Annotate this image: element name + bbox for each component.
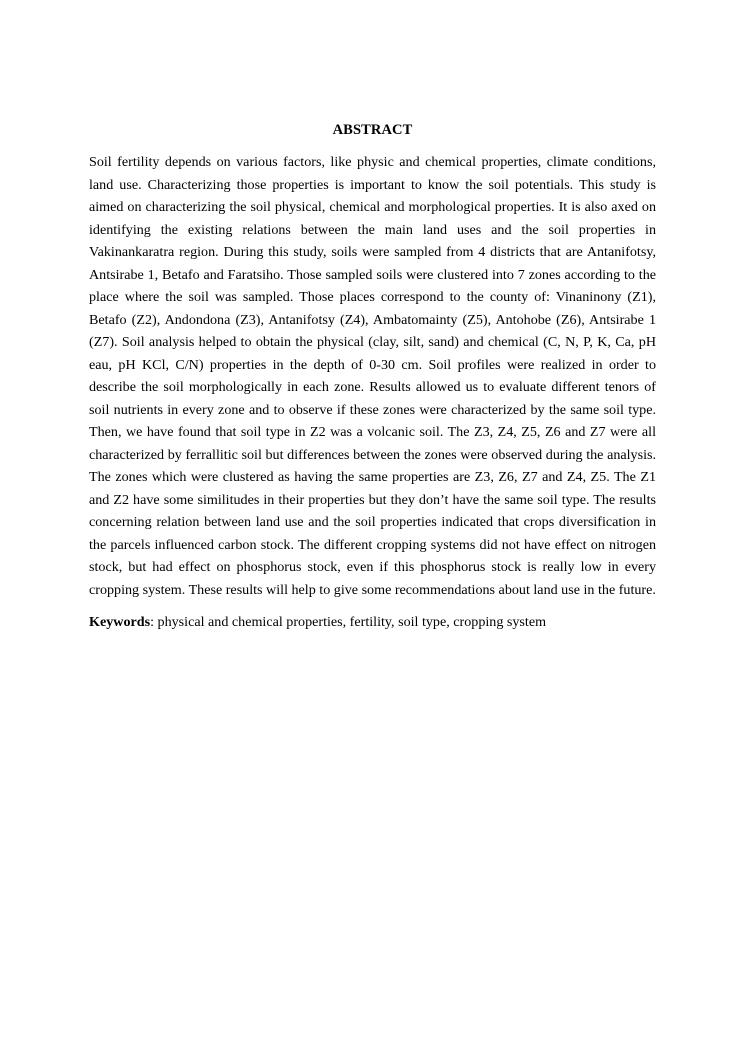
keywords-text: physical and chemical properties, fertility, soil type, cropping system [157, 614, 547, 630]
keywords-line [89, 611, 656, 634]
keywords-label: Keywords [89, 614, 151, 630]
abstract-heading: ABSTRACT [332, 122, 413, 138]
abstract-paragraph: Soil fertility depends on various factors, like physic and chemical properties, climate conditions, land use. Characterizing those properties is important to know the soil potentials. This study is aimed on characterizing the soil physical, chemical and morphological properties. It is also axed on identifying the existing relations between the main land uses and the soil properties in Vakinankaratra region. During this study, soils were sampled from 4 districts that are Antanifotsy, Antsirabe 1, Betafo and Faratsiho. Those sampled soils were clustered into 7 zones according to the place where the soil was sampled. Those places correspond to the county of: Vinaninony (Z1), Betafo (Z2), Andondona (Z3), Antanifotsy (Z4), Ambatomainty (Z5), Antohobe (Z6), Antsirabe 1 (Z7). Soil analysis helped to obtain the physical (clay, silt, sand) and chemical (C, N, P, K, Ca, pH eau, pH KCl, C/N) properties in the depth of 0-30 cm. Soil profiles were realized in order to describe the soil morphologically in each zone. Results allowed us to evaluate different tenors of soil nutrients in every zone and to observe if these zones were characterized by the same soil type. Then, we have found that soil type in Z2 was a volcanic soil. The Z3, Z4, Z5, Z6 and Z7 were all characterized by ferrallitic soil but differences between the zones were observed during the analysis. The zones which were clustered as having the same properties are Z3, Z6, Z7 and Z4, Z5. The Z1 and Z2 have some similitudes in their properties but they don’t have the same soil type. The results concerning relation between land use and the soil properties indicated that crops diversification in the parcels influenced carbon stock. The different cropping systems did not have effect on nitrogen stock, but had effect on phosphorus stock, even if this phosphorus stock is really low in every cropping system. These results will help to give some recommendations about land use in the future. [89, 154, 656, 598]
document-page [89, 121, 656, 634]
keywords-separator: : [150, 614, 158, 630]
